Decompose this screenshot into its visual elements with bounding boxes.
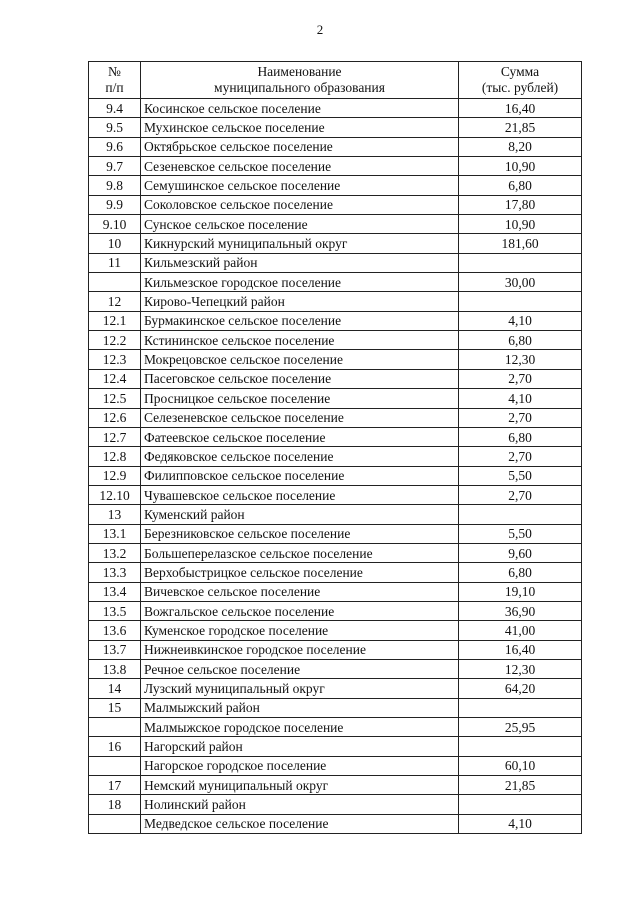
header-number-line1: № — [108, 64, 121, 79]
amount-cell: 17,80 — [459, 195, 582, 214]
amount-cell: 60,10 — [459, 756, 582, 775]
municipality-name-cell: Фатеевское сельское поселение — [141, 427, 459, 446]
amount-cell: 4,10 — [459, 814, 582, 833]
municipality-name-cell: Малмыжское городское поселение — [141, 718, 459, 737]
row-number-cell: 9.8 — [89, 176, 141, 195]
table-row — [89, 718, 582, 737]
municipality-name-cell: Кильмезское городское поселение — [141, 273, 459, 292]
row-number-cell: 13.8 — [89, 659, 141, 678]
amount-cell: 10,90 — [459, 157, 582, 176]
municipality-name-cell: Федяковское сельское поселение — [141, 447, 459, 466]
header-amount-line1: Сумма — [500, 64, 540, 79]
table-row — [89, 157, 582, 176]
amount-cell — [459, 795, 582, 814]
table-header — [89, 62, 582, 99]
row-number-cell: 15 — [89, 698, 141, 717]
municipality-name-cell: Нолинский район — [141, 795, 459, 814]
row-number-cell: 13 — [89, 505, 141, 524]
municipality-name-cell: Бурмакинское сельское поселение — [141, 311, 459, 330]
amount-cell: 6,80 — [459, 331, 582, 350]
table-row — [89, 756, 582, 775]
amount-cell: 36,90 — [459, 601, 582, 620]
row-number-cell: 13.1 — [89, 524, 141, 543]
municipality-name-cell: Вичевское сельское поселение — [141, 582, 459, 601]
municipality-name-cell: Верхобыстрицкое сельское поселение — [141, 563, 459, 582]
table-row — [89, 350, 582, 369]
row-number-cell: 13.5 — [89, 601, 141, 620]
municipality-name-cell: Сезеневское сельское поселение — [141, 157, 459, 176]
municipality-name-cell: Октябрьское сельское поселение — [141, 137, 459, 156]
table-row — [89, 640, 582, 659]
row-number-cell: 13.2 — [89, 543, 141, 562]
amount-cell: 2,70 — [459, 408, 582, 427]
municipality-name-cell: Кстининское сельское поселение — [141, 331, 459, 350]
municipality-name-cell: Мухинское сельское поселение — [141, 118, 459, 137]
municipality-name-cell: Лузский муниципальный округ — [141, 679, 459, 698]
amount-cell: 9,60 — [459, 543, 582, 562]
row-number-cell: 9.7 — [89, 157, 141, 176]
row-number-cell: 12.4 — [89, 369, 141, 388]
amount-cell: 5,50 — [459, 466, 582, 485]
row-number-cell — [89, 718, 141, 737]
row-number-cell: 12.2 — [89, 331, 141, 350]
row-number-cell: 9.4 — [89, 99, 141, 118]
amount-cell: 16,40 — [459, 640, 582, 659]
table-row — [89, 311, 582, 330]
municipality-name-cell: Сунское сельское поселение — [141, 215, 459, 234]
row-number-cell: 17 — [89, 776, 141, 795]
amount-cell: 2,70 — [459, 369, 582, 388]
amount-cell: 16,40 — [459, 99, 582, 118]
header-amount — [459, 62, 582, 99]
amount-cell — [459, 292, 582, 311]
municipality-name-cell: Семушинское сельское поселение — [141, 176, 459, 195]
amount-cell: 12,30 — [459, 350, 582, 369]
municipality-name-cell: Большеперелазское сельское поселение — [141, 543, 459, 562]
table-row — [89, 273, 582, 292]
table-row — [89, 408, 582, 427]
municipality-name-cell: Нижнеивкинское городское поселение — [141, 640, 459, 659]
table-row — [89, 389, 582, 408]
table-row — [89, 563, 582, 582]
header-name-line1: Наименование — [257, 64, 342, 79]
row-number-cell: 12.5 — [89, 389, 141, 408]
table-row — [89, 466, 582, 485]
municipality-name-cell: Вожгальское сельское поселение — [141, 601, 459, 620]
table-row — [89, 99, 582, 118]
header-row — [89, 62, 582, 99]
row-number-cell: 13.3 — [89, 563, 141, 582]
amount-cell — [459, 253, 582, 272]
amount-cell: 25,95 — [459, 718, 582, 737]
amount-cell: 21,85 — [459, 118, 582, 137]
table-row — [89, 698, 582, 717]
row-number-cell: 9.6 — [89, 137, 141, 156]
municipality-name-cell: Кикнурский муниципальный округ — [141, 234, 459, 253]
municipality-name-cell: Кирово-Чепецкий район — [141, 292, 459, 311]
municipality-name-cell: Речное сельское поселение — [141, 659, 459, 678]
municipality-name-cell: Косинское сельское поселение — [141, 99, 459, 118]
municipality-name-cell: Березниковское сельское поселение — [141, 524, 459, 543]
amount-cell: 6,80 — [459, 427, 582, 446]
municipality-name-cell: Кильмезский район — [141, 253, 459, 272]
municipality-name-cell: Медведское сельское поселение — [141, 814, 459, 833]
table-row — [89, 215, 582, 234]
amount-cell: 10,90 — [459, 215, 582, 234]
amount-cell: 30,00 — [459, 273, 582, 292]
table-row — [89, 292, 582, 311]
table-row — [89, 447, 582, 466]
table-row — [89, 795, 582, 814]
row-number-cell: 13.6 — [89, 621, 141, 640]
header-municipality-name — [141, 62, 459, 99]
amount-cell — [459, 698, 582, 717]
row-number-cell: 9.10 — [89, 215, 141, 234]
row-number-cell: 12.6 — [89, 408, 141, 427]
row-number-cell: 18 — [89, 795, 141, 814]
municipality-name-cell: Куменский район — [141, 505, 459, 524]
municipality-name-cell: Просницкое сельское поселение — [141, 389, 459, 408]
table-row — [89, 621, 582, 640]
row-number-cell — [89, 814, 141, 833]
table-row — [89, 331, 582, 350]
row-number-cell: 12.10 — [89, 485, 141, 504]
amount-cell: 5,50 — [459, 524, 582, 543]
table-row — [89, 118, 582, 137]
row-number-cell: 12.9 — [89, 466, 141, 485]
row-number-cell: 11 — [89, 253, 141, 272]
row-number-cell: 9.5 — [89, 118, 141, 137]
municipality-name-cell: Соколовское сельское поселение — [141, 195, 459, 214]
header-name-line2: муниципального образования — [214, 80, 385, 95]
row-number-cell: 12.8 — [89, 447, 141, 466]
row-number-cell — [89, 273, 141, 292]
row-number-cell: 12.3 — [89, 350, 141, 369]
row-number-cell: 13.7 — [89, 640, 141, 659]
header-number-line2: п/п — [105, 80, 124, 95]
row-number-cell — [89, 756, 141, 775]
table-row — [89, 137, 582, 156]
amount-cell: 41,00 — [459, 621, 582, 640]
row-number-cell: 12.1 — [89, 311, 141, 330]
amount-cell: 4,10 — [459, 311, 582, 330]
row-number-cell: 16 — [89, 737, 141, 756]
table-row — [89, 369, 582, 388]
table-row — [89, 659, 582, 678]
table-row — [89, 524, 582, 543]
table-row — [89, 253, 582, 272]
table-row — [89, 485, 582, 504]
municipality-name-cell: Селезеневское сельское поселение — [141, 408, 459, 427]
amount-cell: 6,80 — [459, 563, 582, 582]
amount-cell: 6,80 — [459, 176, 582, 195]
table-row — [89, 427, 582, 446]
municipality-name-cell: Куменское городское поселение — [141, 621, 459, 640]
municipality-name-cell: Малмыжский район — [141, 698, 459, 717]
table-row — [89, 543, 582, 562]
table-row — [89, 176, 582, 195]
municipality-name-cell: Пасеговское сельское поселение — [141, 369, 459, 388]
header-number — [89, 62, 141, 99]
amount-cell: 4,10 — [459, 389, 582, 408]
municipality-name-cell: Филипповское сельское поселение — [141, 466, 459, 485]
row-number-cell: 14 — [89, 679, 141, 698]
table-row — [89, 195, 582, 214]
municipality-name-cell: Нагорское городское поселение — [141, 756, 459, 775]
amount-cell: 12,30 — [459, 659, 582, 678]
table-row — [89, 234, 582, 253]
municipality-name-cell: Нагорский район — [141, 737, 459, 756]
row-number-cell: 13.4 — [89, 582, 141, 601]
municipality-name-cell: Немский муниципальный округ — [141, 776, 459, 795]
page-number: 2 — [316, 22, 324, 37]
row-number-cell: 9.9 — [89, 195, 141, 214]
table-row — [89, 776, 582, 795]
amount-cell: 181,60 — [459, 234, 582, 253]
table-row — [89, 737, 582, 756]
municipality-name-cell: Чувашевское сельское поселение — [141, 485, 459, 504]
municipality-name-cell: Мокрецовское сельское поселение — [141, 350, 459, 369]
amount-cell: 19,10 — [459, 582, 582, 601]
table-row — [89, 582, 582, 601]
amount-cell — [459, 737, 582, 756]
amount-cell: 21,85 — [459, 776, 582, 795]
amount-cell: 8,20 — [459, 137, 582, 156]
row-number-cell: 12.7 — [89, 427, 141, 446]
table-row — [89, 505, 582, 524]
row-number-cell: 10 — [89, 234, 141, 253]
amount-cell: 2,70 — [459, 485, 582, 504]
header-amount-line2: (тыс. рублей) — [481, 80, 559, 95]
table-row — [89, 679, 582, 698]
amount-cell: 64,20 — [459, 679, 582, 698]
municipal-allocation-table — [88, 61, 582, 834]
row-number-cell: 12 — [89, 292, 141, 311]
table-body — [89, 99, 582, 834]
table-row — [89, 814, 582, 833]
amount-cell: 2,70 — [459, 447, 582, 466]
amount-cell — [459, 505, 582, 524]
table-row — [89, 601, 582, 620]
